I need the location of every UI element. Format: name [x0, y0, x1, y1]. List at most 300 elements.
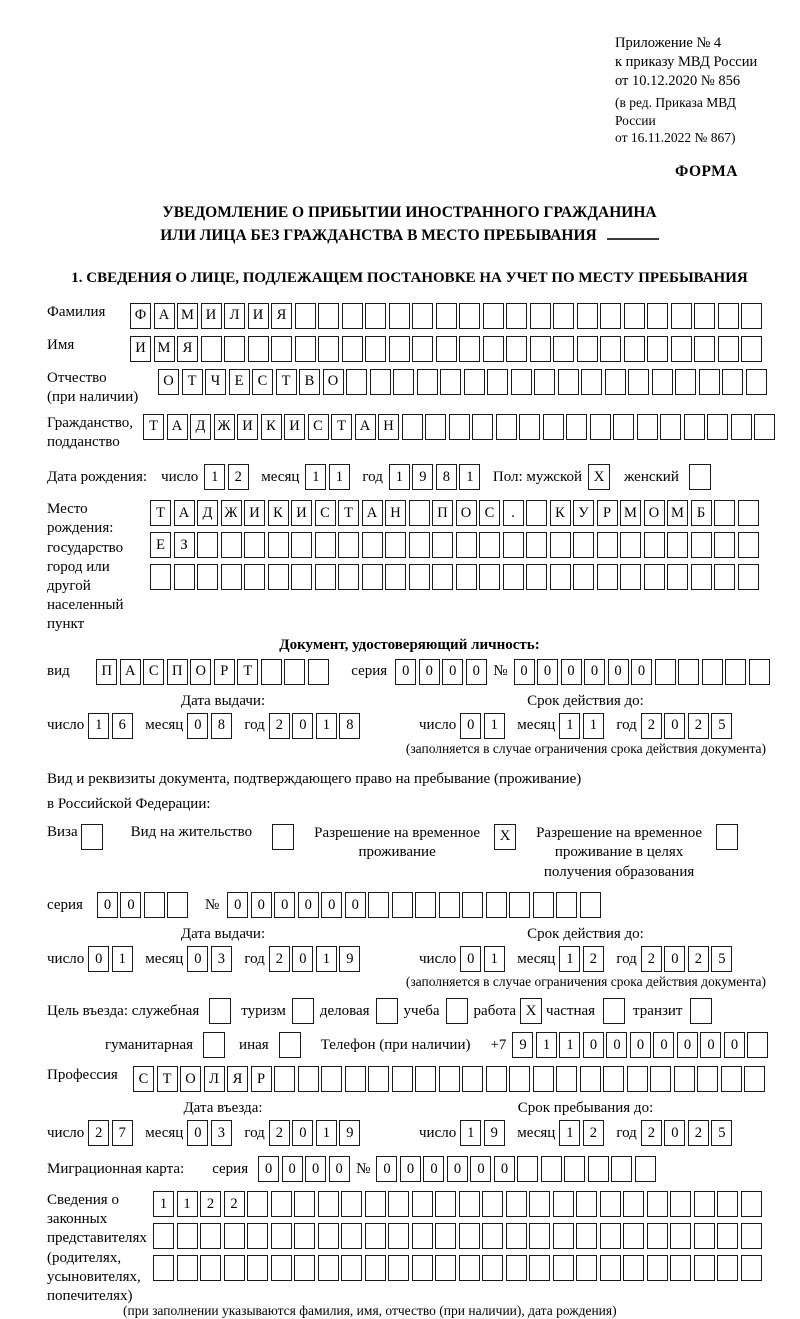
char-cell[interactable]: 2 [269, 946, 290, 972]
char-cell[interactable] [247, 1255, 268, 1281]
char-cell[interactable]: Ф [130, 303, 151, 329]
char-cell[interactable]: 2 [269, 1120, 290, 1146]
char-cell[interactable]: 9 [484, 1120, 505, 1146]
char-cell[interactable]: 0 [282, 1156, 303, 1182]
purpose-humanitarian-checkbox[interactable] [203, 1032, 225, 1058]
char-cell[interactable]: П [96, 659, 117, 685]
char-cell[interactable]: Я [227, 1066, 248, 1092]
char-cell[interactable]: 1 [389, 464, 410, 490]
char-cell[interactable] [576, 1223, 597, 1249]
char-cell[interactable]: 1 [88, 713, 109, 739]
char-cell[interactable] [295, 303, 316, 329]
char-cell[interactable] [744, 1066, 765, 1092]
char-cell[interactable] [153, 1223, 174, 1249]
char-cell[interactable] [576, 1191, 597, 1217]
char-cell[interactable] [553, 1191, 574, 1217]
char-cell[interactable] [694, 1255, 715, 1281]
char-cell[interactable] [511, 369, 532, 395]
char-cell[interactable] [200, 1255, 221, 1281]
char-cell[interactable] [472, 414, 493, 440]
char-cell[interactable] [268, 532, 289, 558]
char-cell[interactable] [577, 303, 598, 329]
char-cell[interactable] [483, 336, 504, 362]
char-cell[interactable] [315, 564, 336, 590]
char-cell[interactable]: 0 [345, 892, 366, 918]
char-cell[interactable] [415, 1066, 436, 1092]
char-cell[interactable] [318, 1191, 339, 1217]
char-cell[interactable]: 2 [583, 1120, 604, 1146]
char-cell[interactable]: А [174, 500, 195, 526]
char-cell[interactable] [697, 1066, 718, 1092]
char-cell[interactable] [725, 659, 746, 685]
char-cell[interactable] [153, 1255, 174, 1281]
char-cell[interactable]: 0 [584, 659, 605, 685]
char-cell[interactable] [409, 532, 430, 558]
char-cell[interactable] [670, 1223, 691, 1249]
char-cell[interactable] [702, 659, 723, 685]
char-cell[interactable] [440, 369, 461, 395]
char-cell[interactable] [150, 564, 171, 590]
char-cell[interactable] [425, 414, 446, 440]
char-cell[interactable] [694, 336, 715, 362]
char-cell[interactable] [294, 1255, 315, 1281]
char-cell[interactable]: 0 [561, 659, 582, 685]
char-cell[interactable] [167, 892, 188, 918]
char-cell[interactable]: 0 [292, 946, 313, 972]
char-cell[interactable] [496, 414, 517, 440]
char-cell[interactable] [550, 564, 571, 590]
char-cell[interactable]: А [355, 414, 376, 440]
char-cell[interactable] [417, 369, 438, 395]
char-cell[interactable] [345, 1066, 366, 1092]
char-cell[interactable] [529, 1255, 550, 1281]
char-cell[interactable]: Р [214, 659, 235, 685]
char-cell[interactable] [388, 1255, 409, 1281]
char-cell[interactable] [543, 414, 564, 440]
char-cell[interactable] [707, 414, 728, 440]
char-cell[interactable]: Б [691, 500, 712, 526]
char-cell[interactable]: С [315, 500, 336, 526]
char-cell[interactable] [365, 1223, 386, 1249]
char-cell[interactable] [271, 1255, 292, 1281]
char-cell[interactable] [459, 1191, 480, 1217]
char-cell[interactable] [624, 303, 645, 329]
char-cell[interactable]: 0 [97, 892, 118, 918]
char-cell[interactable]: 0 [653, 1032, 674, 1058]
char-cell[interactable]: 5 [711, 1120, 732, 1146]
char-cell[interactable] [271, 1191, 292, 1217]
char-cell[interactable] [558, 369, 579, 395]
purpose-work-checkbox[interactable]: X [520, 998, 542, 1024]
char-cell[interactable]: 0 [460, 713, 481, 739]
char-cell[interactable] [482, 1223, 503, 1249]
char-cell[interactable] [580, 1066, 601, 1092]
char-cell[interactable] [318, 1223, 339, 1249]
char-cell[interactable]: 0 [376, 1156, 397, 1182]
char-cell[interactable]: И [248, 303, 269, 329]
char-cell[interactable] [247, 1191, 268, 1217]
purpose-tourism-checkbox[interactable] [292, 998, 314, 1024]
char-cell[interactable]: 1 [177, 1191, 198, 1217]
char-cell[interactable]: 0 [494, 1156, 515, 1182]
char-cell[interactable]: 0 [700, 1032, 721, 1058]
purpose-other-checkbox[interactable] [279, 1032, 301, 1058]
char-cell[interactable] [483, 303, 504, 329]
char-cell[interactable] [600, 1223, 621, 1249]
char-cell[interactable]: О [456, 500, 477, 526]
char-cell[interactable] [652, 369, 673, 395]
temp-residence-checkbox[interactable]: X [494, 824, 516, 850]
char-cell[interactable] [556, 892, 577, 918]
char-cell[interactable] [717, 1255, 738, 1281]
char-cell[interactable]: 0 [258, 1156, 279, 1182]
char-cell[interactable]: 1 [559, 1032, 580, 1058]
char-cell[interactable] [644, 532, 665, 558]
char-cell[interactable]: 1 [153, 1191, 174, 1217]
char-cell[interactable]: 6 [112, 713, 133, 739]
char-cell[interactable] [388, 1223, 409, 1249]
purpose-business-checkbox[interactable] [376, 998, 398, 1024]
char-cell[interactable] [261, 659, 282, 685]
char-cell[interactable]: 0 [608, 659, 629, 685]
char-cell[interactable]: 0 [537, 659, 558, 685]
char-cell[interactable]: 9 [512, 1032, 533, 1058]
char-cell[interactable] [534, 369, 555, 395]
char-cell[interactable]: Т [150, 500, 171, 526]
char-cell[interactable] [274, 1066, 295, 1092]
char-cell[interactable]: 2 [228, 464, 249, 490]
char-cell[interactable]: 1 [484, 946, 505, 972]
char-cell[interactable] [224, 1223, 245, 1249]
char-cell[interactable]: 1 [112, 946, 133, 972]
char-cell[interactable] [718, 303, 739, 329]
char-cell[interactable]: 0 [460, 946, 481, 972]
char-cell[interactable]: 2 [269, 713, 290, 739]
char-cell[interactable] [459, 336, 480, 362]
char-cell[interactable] [613, 414, 634, 440]
char-cell[interactable]: . [503, 500, 524, 526]
char-cell[interactable] [533, 892, 554, 918]
char-cell[interactable] [338, 532, 359, 558]
char-cell[interactable] [248, 336, 269, 362]
char-cell[interactable]: К [268, 500, 289, 526]
char-cell[interactable]: 0 [664, 946, 685, 972]
char-cell[interactable] [436, 336, 457, 362]
char-cell[interactable] [556, 1066, 577, 1092]
char-cell[interactable] [174, 564, 195, 590]
char-cell[interactable] [294, 1223, 315, 1249]
char-cell[interactable] [479, 564, 500, 590]
char-cell[interactable] [459, 1223, 480, 1249]
char-cell[interactable] [691, 532, 712, 558]
char-cell[interactable]: Я [271, 303, 292, 329]
char-cell[interactable]: П [167, 659, 188, 685]
char-cell[interactable] [365, 303, 386, 329]
char-cell[interactable]: 0 [274, 892, 295, 918]
char-cell[interactable]: 0 [724, 1032, 745, 1058]
char-cell[interactable] [741, 1255, 762, 1281]
char-cell[interactable] [506, 1255, 527, 1281]
char-cell[interactable]: 1 [484, 713, 505, 739]
char-cell[interactable] [600, 1191, 621, 1217]
char-cell[interactable] [581, 369, 602, 395]
char-cell[interactable]: Д [190, 414, 211, 440]
char-cell[interactable] [627, 1066, 648, 1092]
char-cell[interactable] [647, 336, 668, 362]
char-cell[interactable] [393, 369, 414, 395]
char-cell[interactable] [318, 303, 339, 329]
char-cell[interactable] [573, 564, 594, 590]
char-cell[interactable]: 2 [224, 1191, 245, 1217]
char-cell[interactable] [291, 564, 312, 590]
char-cell[interactable]: А [120, 659, 141, 685]
char-cell[interactable]: 9 [339, 946, 360, 972]
char-cell[interactable] [318, 1255, 339, 1281]
char-cell[interactable] [550, 532, 571, 558]
char-cell[interactable]: 1 [536, 1032, 557, 1058]
char-cell[interactable] [667, 532, 688, 558]
char-cell[interactable]: О [190, 659, 211, 685]
char-cell[interactable]: 8 [339, 713, 360, 739]
char-cell[interactable] [718, 336, 739, 362]
char-cell[interactable]: М [667, 500, 688, 526]
char-cell[interactable] [271, 1223, 292, 1249]
char-cell[interactable]: 1 [316, 713, 337, 739]
char-cell[interactable] [247, 1223, 268, 1249]
char-cell[interactable]: 9 [412, 464, 433, 490]
char-cell[interactable] [553, 1223, 574, 1249]
char-cell[interactable] [368, 1066, 389, 1092]
char-cell[interactable] [486, 1066, 507, 1092]
edu-residence-checkbox[interactable] [716, 824, 738, 850]
char-cell[interactable] [409, 500, 430, 526]
char-cell[interactable] [342, 336, 363, 362]
char-cell[interactable] [741, 1223, 762, 1249]
char-cell[interactable] [635, 1156, 656, 1182]
char-cell[interactable] [385, 564, 406, 590]
char-cell[interactable] [738, 564, 759, 590]
residence-permit-checkbox[interactable] [272, 824, 294, 850]
char-cell[interactable] [647, 1255, 668, 1281]
char-cell[interactable] [717, 1191, 738, 1217]
purpose-private-checkbox[interactable] [603, 998, 625, 1024]
char-cell[interactable] [456, 564, 477, 590]
char-cell[interactable] [368, 892, 389, 918]
char-cell[interactable] [479, 532, 500, 558]
char-cell[interactable] [224, 336, 245, 362]
char-cell[interactable] [177, 1223, 198, 1249]
char-cell[interactable] [597, 532, 618, 558]
char-cell[interactable] [553, 1255, 574, 1281]
char-cell[interactable]: М [177, 303, 198, 329]
char-cell[interactable]: И [244, 500, 265, 526]
char-cell[interactable] [244, 564, 265, 590]
char-cell[interactable] [675, 369, 696, 395]
char-cell[interactable] [435, 1223, 456, 1249]
char-cell[interactable]: 2 [688, 1120, 709, 1146]
char-cell[interactable] [754, 414, 775, 440]
char-cell[interactable] [647, 1223, 668, 1249]
char-cell[interactable] [271, 336, 292, 362]
char-cell[interactable] [503, 564, 524, 590]
char-cell[interactable]: И [284, 414, 305, 440]
char-cell[interactable]: Т [182, 369, 203, 395]
char-cell[interactable] [321, 1066, 342, 1092]
char-cell[interactable] [647, 1191, 668, 1217]
char-cell[interactable] [412, 336, 433, 362]
char-cell[interactable] [722, 369, 743, 395]
char-cell[interactable] [392, 892, 413, 918]
char-cell[interactable]: О [644, 500, 665, 526]
char-cell[interactable] [244, 532, 265, 558]
char-cell[interactable]: 1 [583, 713, 604, 739]
char-cell[interactable] [620, 532, 641, 558]
char-cell[interactable]: 0 [292, 1120, 313, 1146]
visa-checkbox[interactable] [81, 824, 103, 850]
char-cell[interactable] [573, 532, 594, 558]
char-cell[interactable]: 0 [227, 892, 248, 918]
char-cell[interactable] [623, 1191, 644, 1217]
char-cell[interactable] [341, 1191, 362, 1217]
char-cell[interactable] [600, 1255, 621, 1281]
char-cell[interactable]: 0 [423, 1156, 444, 1182]
char-cell[interactable]: Н [378, 414, 399, 440]
char-cell[interactable] [385, 532, 406, 558]
char-cell[interactable]: 0 [251, 892, 272, 918]
char-cell[interactable]: П [432, 500, 453, 526]
char-cell[interactable]: 0 [631, 659, 652, 685]
char-cell[interactable]: 1 [316, 946, 337, 972]
char-cell[interactable] [362, 532, 383, 558]
char-cell[interactable]: 1 [305, 464, 326, 490]
char-cell[interactable]: 2 [688, 713, 709, 739]
char-cell[interactable] [509, 892, 530, 918]
char-cell[interactable]: О [323, 369, 344, 395]
char-cell[interactable] [487, 369, 508, 395]
char-cell[interactable] [564, 1156, 585, 1182]
char-cell[interactable]: 0 [321, 892, 342, 918]
char-cell[interactable] [691, 564, 712, 590]
char-cell[interactable] [526, 500, 547, 526]
char-cell[interactable] [412, 1223, 433, 1249]
char-cell[interactable] [605, 369, 626, 395]
char-cell[interactable] [628, 369, 649, 395]
char-cell[interactable]: 0 [664, 1120, 685, 1146]
purpose-study-checkbox[interactable] [446, 998, 468, 1024]
char-cell[interactable] [650, 1066, 671, 1092]
char-cell[interactable] [747, 1032, 768, 1058]
char-cell[interactable]: 0 [292, 713, 313, 739]
purpose-official-checkbox[interactable] [209, 998, 231, 1024]
char-cell[interactable]: 1 [316, 1120, 337, 1146]
char-cell[interactable]: В [299, 369, 320, 395]
char-cell[interactable] [647, 303, 668, 329]
char-cell[interactable] [298, 1066, 319, 1092]
char-cell[interactable] [462, 1066, 483, 1092]
char-cell[interactable] [517, 1156, 538, 1182]
char-cell[interactable] [678, 659, 699, 685]
char-cell[interactable]: 9 [339, 1120, 360, 1146]
char-cell[interactable] [519, 414, 540, 440]
char-cell[interactable] [506, 336, 527, 362]
char-cell[interactable]: С [133, 1066, 154, 1092]
char-cell[interactable] [402, 414, 423, 440]
char-cell[interactable] [684, 414, 705, 440]
char-cell[interactable] [533, 1066, 554, 1092]
char-cell[interactable] [221, 564, 242, 590]
char-cell[interactable] [389, 336, 410, 362]
char-cell[interactable] [341, 1255, 362, 1281]
char-cell[interactable] [435, 1191, 456, 1217]
char-cell[interactable] [197, 564, 218, 590]
char-cell[interactable] [577, 336, 598, 362]
char-cell[interactable]: С [252, 369, 273, 395]
char-cell[interactable]: 0 [470, 1156, 491, 1182]
char-cell[interactable]: 0 [329, 1156, 350, 1182]
char-cell[interactable]: А [154, 303, 175, 329]
char-cell[interactable]: 5 [711, 946, 732, 972]
char-cell[interactable] [590, 414, 611, 440]
char-cell[interactable] [600, 336, 621, 362]
char-cell[interactable] [144, 892, 165, 918]
char-cell[interactable]: 0 [88, 946, 109, 972]
purpose-transit-checkbox[interactable] [690, 998, 712, 1024]
char-cell[interactable] [588, 1156, 609, 1182]
char-cell[interactable] [721, 1066, 742, 1092]
char-cell[interactable]: А [167, 414, 188, 440]
char-cell[interactable] [365, 336, 386, 362]
char-cell[interactable]: 1 [559, 1120, 580, 1146]
char-cell[interactable]: 0 [187, 713, 208, 739]
char-cell[interactable]: 0 [606, 1032, 627, 1058]
char-cell[interactable] [623, 1223, 644, 1249]
char-cell[interactable]: 0 [305, 1156, 326, 1182]
char-cell[interactable] [741, 303, 762, 329]
char-cell[interactable] [370, 369, 391, 395]
char-cell[interactable] [674, 1066, 695, 1092]
char-cell[interactable]: 1 [204, 464, 225, 490]
char-cell[interactable] [221, 532, 242, 558]
char-cell[interactable]: 5 [711, 713, 732, 739]
char-cell[interactable]: Р [597, 500, 618, 526]
char-cell[interactable]: А [362, 500, 383, 526]
char-cell[interactable] [611, 1156, 632, 1182]
char-cell[interactable]: З [174, 532, 195, 558]
char-cell[interactable] [459, 1255, 480, 1281]
char-cell[interactable]: С [143, 659, 164, 685]
char-cell[interactable] [671, 336, 692, 362]
char-cell[interactable] [644, 564, 665, 590]
char-cell[interactable]: 3 [211, 1120, 232, 1146]
char-cell[interactable]: С [479, 500, 500, 526]
char-cell[interactable]: 0 [466, 659, 487, 685]
char-cell[interactable] [506, 1191, 527, 1217]
char-cell[interactable] [338, 564, 359, 590]
char-cell[interactable] [432, 564, 453, 590]
char-cell[interactable]: 0 [583, 1032, 604, 1058]
char-cell[interactable]: Т [276, 369, 297, 395]
char-cell[interactable]: Е [229, 369, 250, 395]
char-cell[interactable] [603, 1066, 624, 1092]
char-cell[interactable] [436, 303, 457, 329]
char-cell[interactable] [482, 1191, 503, 1217]
char-cell[interactable] [667, 564, 688, 590]
char-cell[interactable] [509, 1066, 530, 1092]
char-cell[interactable] [412, 303, 433, 329]
char-cell[interactable] [291, 532, 312, 558]
char-cell[interactable] [731, 414, 752, 440]
char-cell[interactable] [553, 336, 574, 362]
